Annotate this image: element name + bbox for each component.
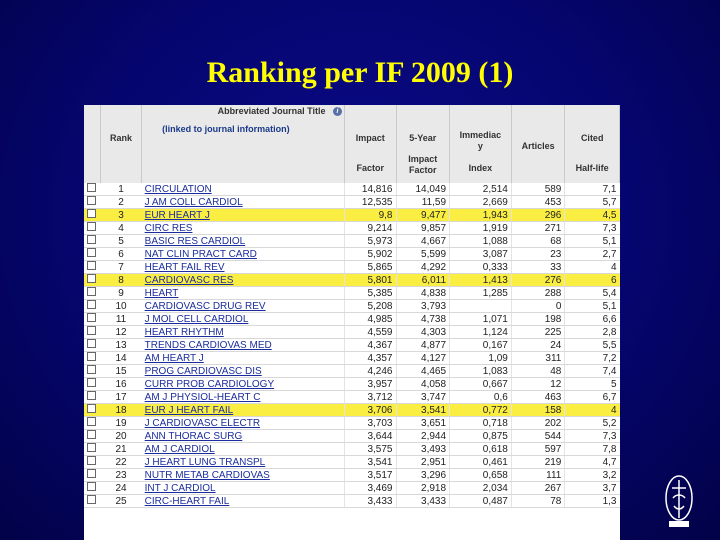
articles-cell: 158 — [511, 404, 565, 417]
table-row — [84, 313, 620, 326]
cited-halflife-cell: 4,5 — [565, 209, 620, 222]
journal-link[interactable]: TRENDS CARDIOVAS MED — [142, 339, 345, 352]
cited-halflife-cell: 2,8 — [565, 326, 620, 339]
impact-factor-cell: 3,644 — [345, 430, 396, 443]
rank-cell: 15 — [100, 365, 141, 378]
cited-halflife-cell: 5,1 — [565, 300, 620, 313]
journal-link[interactable]: CARDIOVASC RES — [142, 274, 345, 287]
table-row — [84, 378, 620, 391]
immediacy-index-cell: 0,667 — [450, 378, 512, 391]
five-year-impact-cell: 4,838 — [396, 287, 450, 300]
articles-cell: 267 — [511, 482, 565, 495]
immediacy-index-cell: 2,669 — [450, 196, 512, 209]
impact-factor-cell: 3,706 — [345, 404, 396, 417]
rank-cell: 20 — [100, 430, 141, 443]
rank-cell: 13 — [100, 339, 141, 352]
five-year-impact-cell: 4,877 — [396, 339, 450, 352]
slide-title: Ranking per IF 2009 (1) — [206, 56, 514, 89]
immediacy-index-cell: 0,333 — [450, 261, 512, 274]
impact-factor-cell: 3,517 — [345, 469, 396, 482]
cited-halflife-cell: 4,7 — [565, 456, 620, 469]
table-row — [84, 248, 620, 261]
immediacy-index-cell: 1,124 — [450, 326, 512, 339]
impact-factor-cell: 9,8 — [345, 209, 396, 222]
articles-cell: 276 — [511, 274, 565, 287]
cited-halflife-cell: 7,1 — [565, 183, 620, 196]
table-row — [84, 222, 620, 235]
cited-halflife-cell: 5 — [565, 378, 620, 391]
row-checkbox[interactable] — [87, 378, 96, 387]
articles-cell: 589 — [511, 183, 565, 196]
cited-halflife-cell: 7,2 — [565, 352, 620, 365]
table-row — [84, 183, 620, 196]
articles-cell: 78 — [511, 495, 565, 508]
rank-cell: 18 — [100, 404, 141, 417]
university-seal-logo — [664, 474, 694, 530]
impact-factor-cell: 14,816 — [345, 183, 396, 196]
rank-cell: 22 — [100, 456, 141, 469]
five-year-impact-cell: 3,793 — [396, 300, 450, 313]
immediacy-index-cell: 0,875 — [450, 430, 512, 443]
rank-header: Rank — [100, 123, 141, 153]
table-row — [84, 495, 620, 508]
articles-cell: 225 — [511, 326, 565, 339]
rank-cell: 16 — [100, 378, 141, 391]
articles-cell: 296 — [511, 209, 565, 222]
impact-factor-cell: 5,865 — [345, 261, 396, 274]
articles-cell: 202 — [511, 417, 565, 430]
cited-halflife-cell: 5,1 — [565, 235, 620, 248]
immediacy-index-cell: 0,658 — [450, 469, 512, 482]
five-year-impact-cell: 3,493 — [396, 443, 450, 456]
five-year-impact-cell: 2,951 — [396, 456, 450, 469]
immediacy-index-cell: 0,6 — [450, 391, 512, 404]
impact-factor-cell: 4,985 — [345, 313, 396, 326]
index-header: Index — [450, 153, 512, 183]
cited-halflife-cell: 6,7 — [565, 391, 620, 404]
five-year-impact-cell: 3,433 — [396, 495, 450, 508]
rank-cell: 12 — [100, 326, 141, 339]
articles-cell: 219 — [511, 456, 565, 469]
impact-factor-cell: 9,214 — [345, 222, 396, 235]
cited-halflife-cell: 5,2 — [565, 417, 620, 430]
row-checkbox[interactable] — [87, 235, 96, 244]
rank-cell: 21 — [100, 443, 141, 456]
impact-factor-cell: 4,559 — [345, 326, 396, 339]
row-checkbox[interactable] — [87, 495, 96, 504]
table-row — [84, 469, 620, 482]
immediacy-index-cell: 1,083 — [450, 365, 512, 378]
rank-cell: 19 — [100, 417, 141, 430]
immediacy-index-cell: 2,514 — [450, 183, 512, 196]
journal-link[interactable]: HEART FAIL REV — [142, 261, 345, 274]
table-row — [84, 456, 620, 469]
articles-cell: 68 — [511, 235, 565, 248]
journal-link[interactable]: J AM COLL CARDIOL — [142, 196, 345, 209]
cited-halflife-cell: 7,4 — [565, 365, 620, 378]
table-row — [84, 430, 620, 443]
journal-link[interactable]: EUR HEART J — [142, 209, 345, 222]
five-year-impact-cell: 4,292 — [396, 261, 450, 274]
articles-cell: 288 — [511, 287, 565, 300]
row-checkbox[interactable] — [87, 248, 96, 257]
journal-link[interactable]: CIRC-HEART FAIL — [142, 495, 345, 508]
table-row — [84, 404, 620, 417]
impact-factor-cell: 3,712 — [345, 391, 396, 404]
journal-link[interactable]: INT J CARDIOL — [142, 482, 345, 495]
five-year-impact-cell: 2,918 — [396, 482, 450, 495]
journal-link[interactable]: HEART RHYTHM — [142, 326, 345, 339]
immediacy-header: Immediac — [459, 130, 502, 140]
rank-cell: 7 — [100, 261, 141, 274]
articles-cell: 0 — [511, 300, 565, 313]
table-row — [84, 352, 620, 365]
five-year-impact-cell: 3,541 — [396, 404, 450, 417]
articles-cell: 33 — [511, 261, 565, 274]
table-row — [84, 326, 620, 339]
rank-cell: 8 — [100, 274, 141, 287]
table-row — [84, 274, 620, 287]
impact-factor-cell: 4,246 — [345, 365, 396, 378]
row-checkbox[interactable] — [87, 391, 96, 400]
journal-link[interactable]: J MOL CELL CARDIOL — [142, 313, 345, 326]
articles-cell: 597 — [511, 443, 565, 456]
cited-halflife-cell: 6 — [565, 274, 620, 287]
five-year-impact-cell: 4,667 — [396, 235, 450, 248]
journal-ranking-table — [84, 105, 620, 540]
rank-cell: 23 — [100, 469, 141, 482]
journal-link[interactable]: HEART — [142, 287, 345, 300]
rank-cell: 25 — [100, 495, 141, 508]
impact-factor-cell: 5,902 — [345, 248, 396, 261]
articles-cell: 48 — [511, 365, 565, 378]
impact-factor-cell: 5,973 — [345, 235, 396, 248]
impact-factor-cell: 4,367 — [345, 339, 396, 352]
immediacy-index-cell: 3,087 — [450, 248, 512, 261]
journal-link[interactable]: J CARDIOVASC ELECTR — [142, 417, 345, 430]
row-checkbox[interactable] — [87, 430, 96, 439]
table-row — [84, 391, 620, 404]
row-checkbox[interactable] — [87, 313, 96, 322]
articles-cell: 24 — [511, 339, 565, 352]
articles-cell: 544 — [511, 430, 565, 443]
table-row — [84, 287, 620, 300]
journal-link[interactable]: CIRCULATION — [142, 183, 345, 196]
table-row — [84, 300, 620, 313]
row-checkbox[interactable] — [87, 365, 96, 374]
rank-cell: 17 — [100, 391, 141, 404]
journal-link[interactable]: AM J PHYSIOL-HEART C — [142, 391, 345, 404]
rank-cell: 10 — [100, 300, 141, 313]
table-header: Abbreviated Journal Title i Immediac y Rank (linked to journal information) Impact 5-Year Articles Cited Factor Impact Factor Index Half-life — [84, 105, 620, 183]
rank-cell: 14 — [100, 352, 141, 365]
five-year-header: 5-Year — [396, 123, 450, 153]
journal-link[interactable]: NAT CLIN PRACT CARD — [142, 248, 345, 261]
journal-link[interactable]: NUTR METAB CARDIOVAS — [142, 469, 345, 482]
cited-halflife-cell: 5,7 — [565, 196, 620, 209]
row-checkbox[interactable] — [87, 183, 96, 192]
immediacy-index-cell: 1,071 — [450, 313, 512, 326]
articles-cell: 198 — [511, 313, 565, 326]
impact-factor-cell: 12,535 — [345, 196, 396, 209]
journal-link[interactable]: PROG CARDIOVASC DIS — [142, 365, 345, 378]
immediacy-index-cell: 1,285 — [450, 287, 512, 300]
impact-factor-cell: 5,208 — [345, 300, 396, 313]
factor-header: Factor — [345, 153, 396, 183]
five-year-impact-cell: 9,477 — [396, 209, 450, 222]
row-checkbox[interactable] — [87, 352, 96, 361]
halflife-header: Half-life — [565, 153, 620, 183]
journal-link[interactable]: AM J CARDIOL — [142, 443, 345, 456]
immediacy-index-cell: 1,413 — [450, 274, 512, 287]
journal-link[interactable]: J HEART LUNG TRANSPL — [142, 456, 345, 469]
cited-halflife-cell: 2,7 — [565, 248, 620, 261]
journal-sub-header: (linked to journal information) — [142, 123, 345, 153]
row-checkbox[interactable] — [87, 300, 96, 309]
row-checkbox[interactable] — [87, 274, 96, 283]
five-year-impact-cell: 4,303 — [396, 326, 450, 339]
articles-cell: 463 — [511, 391, 565, 404]
five-year-impact-cell: 4,738 — [396, 313, 450, 326]
rank-cell: 6 — [100, 248, 141, 261]
table-row — [84, 209, 620, 222]
five-year-impact-cell: 4,058 — [396, 378, 450, 391]
immediacy-index-cell: 0,167 — [450, 339, 512, 352]
impact-factor-cell: 5,801 — [345, 274, 396, 287]
articles-cell: 12 — [511, 378, 565, 391]
immediacy-index-cell: 0,487 — [450, 495, 512, 508]
row-checkbox[interactable] — [87, 482, 96, 491]
row-checkbox[interactable] — [87, 469, 96, 478]
journal-link[interactable]: ANN THORAC SURG — [142, 430, 345, 443]
immediacy-index-cell: 1,088 — [450, 235, 512, 248]
row-checkbox[interactable] — [87, 443, 96, 452]
rank-cell: 11 — [100, 313, 141, 326]
cited-halflife-cell: 5,4 — [565, 287, 620, 300]
five-year-impact-cell: 14,049 — [396, 183, 450, 196]
immediacy-index-cell: 1,919 — [450, 222, 512, 235]
immediacy-index-cell: 1,943 — [450, 209, 512, 222]
impact-factor-cell: 3,469 — [345, 482, 396, 495]
rank-cell: 4 — [100, 222, 141, 235]
cited-halflife-cell: 5,5 — [565, 339, 620, 352]
five-year-impact-cell: 3,296 — [396, 469, 450, 482]
immediacy-index-cell: 0,772 — [450, 404, 512, 417]
five-year-impact-cell: 5,599 — [396, 248, 450, 261]
row-checkbox[interactable] — [87, 404, 96, 413]
journal-link[interactable]: CARDIOVASC DRUG REV — [142, 300, 345, 313]
five-year-impact-cell: 3,747 — [396, 391, 450, 404]
row-checkbox[interactable] — [87, 261, 96, 270]
five-year-impact-cell: 6,011 — [396, 274, 450, 287]
articles-cell: 453 — [511, 196, 565, 209]
rank-cell: 9 — [100, 287, 141, 300]
row-checkbox[interactable] — [87, 287, 96, 296]
table-row — [84, 443, 620, 456]
cited-halflife-cell: 6,6 — [565, 313, 620, 326]
table-row — [84, 365, 620, 378]
journal-title-header: Abbreviated Journal Title — [217, 106, 326, 116]
five-year-impact-cell: 9,857 — [396, 222, 450, 235]
impact-factor-cell: 3,957 — [345, 378, 396, 391]
five-year-impact-cell: 4,127 — [396, 352, 450, 365]
rank-cell: 24 — [100, 482, 141, 495]
five-year-impact-cell: 4,465 — [396, 365, 450, 378]
immediacy-index-cell: 2,034 — [450, 482, 512, 495]
impact-factor-cell: 3,541 — [345, 456, 396, 469]
articles-cell: 111 — [511, 469, 565, 482]
rank-cell: 1 — [100, 183, 141, 196]
immediacy-index-cell: 0,461 — [450, 456, 512, 469]
impact-factor-cell: 3,433 — [345, 495, 396, 508]
cited-halflife-cell: 1,3 — [565, 495, 620, 508]
row-checkbox[interactable] — [87, 222, 96, 231]
immediacy-index-cell — [450, 300, 512, 313]
cited-halflife-cell: 3,7 — [565, 482, 620, 495]
row-checkbox[interactable] — [87, 196, 96, 205]
cited-halflife-cell: 4 — [565, 404, 620, 417]
info-icon[interactable]: i — [333, 107, 342, 116]
table-row — [84, 339, 620, 352]
impact-factor-cell: 3,575 — [345, 443, 396, 456]
articles-header: Articles — [511, 123, 565, 153]
journal-link[interactable]: CURR PROB CARDIOLOGY — [142, 378, 345, 391]
cited-header: Cited — [565, 123, 620, 153]
five-year-impact-cell: 3,651 — [396, 417, 450, 430]
journal-link[interactable]: EUR J HEART FAIL — [142, 404, 345, 417]
row-checkbox[interactable] — [87, 209, 96, 218]
table-row — [84, 196, 620, 209]
table-body — [84, 183, 620, 508]
cited-halflife-cell: 7,3 — [565, 430, 620, 443]
impact-factor-cell: 5,385 — [345, 287, 396, 300]
journal-link[interactable]: BASIC RES CARDIOL — [142, 235, 345, 248]
impact-factor-cell: 3,703 — [345, 417, 396, 430]
five-year-impact-cell: 11,59 — [396, 196, 450, 209]
immediacy-index-cell: 1,09 — [450, 352, 512, 365]
journal-link[interactable]: CIRC RES — [142, 222, 345, 235]
articles-cell: 271 — [511, 222, 565, 235]
immediacy-index-cell: 0,618 — [450, 443, 512, 456]
table-row — [84, 482, 620, 495]
cited-halflife-cell: 4 — [565, 261, 620, 274]
rank-cell: 3 — [100, 209, 141, 222]
cited-halflife-cell: 3,2 — [565, 469, 620, 482]
articles-cell: 311 — [511, 352, 565, 365]
row-checkbox[interactable] — [87, 326, 96, 335]
table-row — [84, 261, 620, 274]
row-checkbox[interactable] — [87, 417, 96, 426]
impact-header: Impact — [345, 123, 396, 153]
cited-halflife-cell: 7,3 — [565, 222, 620, 235]
journal-link[interactable]: AM HEART J — [142, 352, 345, 365]
articles-cell: 23 — [511, 248, 565, 261]
rank-cell: 2 — [100, 196, 141, 209]
table-row — [84, 235, 620, 248]
cited-halflife-cell: 7,8 — [565, 443, 620, 456]
five-year-impact-cell: 2,944 — [396, 430, 450, 443]
impact-factor-cell: 4,357 — [345, 352, 396, 365]
row-checkbox[interactable] — [87, 456, 96, 465]
table-row — [84, 417, 620, 430]
row-checkbox[interactable] — [87, 339, 96, 348]
rank-cell: 5 — [100, 235, 141, 248]
immediacy-index-cell: 0,718 — [450, 417, 512, 430]
